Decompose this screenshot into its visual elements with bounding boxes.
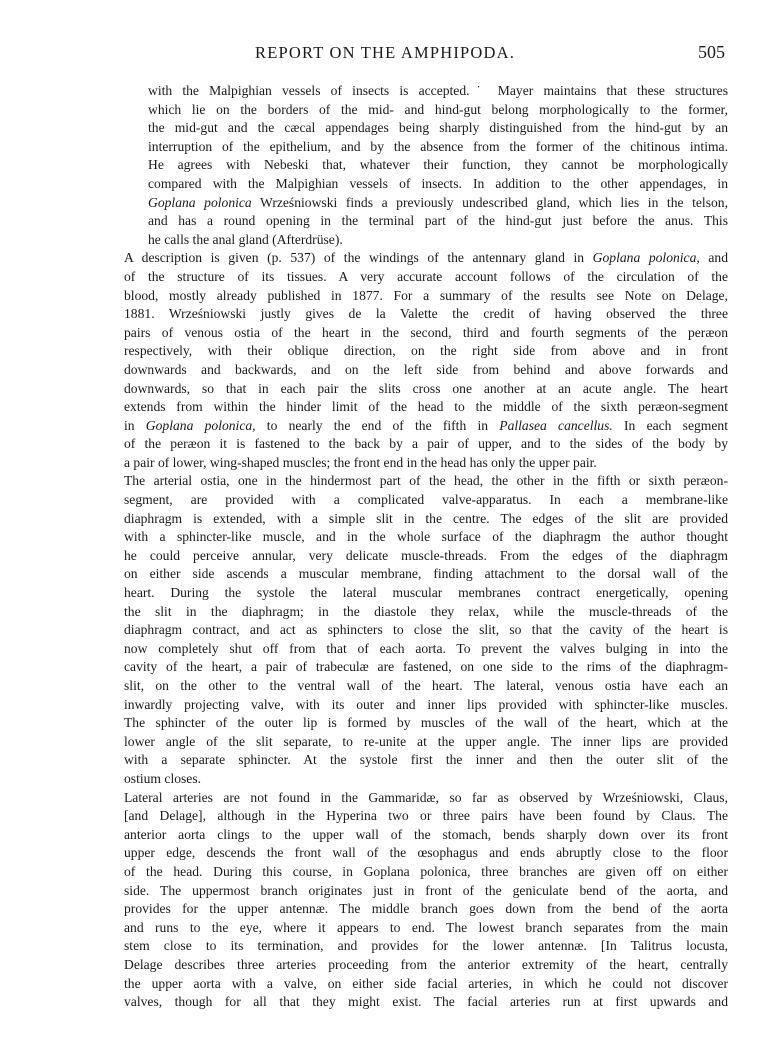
text-line: respectively, with their oblique direction, on the right side from above and in front — [124, 343, 728, 359]
text-line — [124, 249, 729, 268]
text-line — [124, 417, 728, 436]
text-line: diaphragm contract, and act as sphincters to close the slit, so that the cavity of the heart is — [124, 622, 728, 638]
text-line: which lie on the borders of the mid- and hind-gut belong morphologically to the former, — [148, 101, 728, 117]
text-line: slit, on the other to the ventral wall of the heart. The lateral, venous ostia have each an — [124, 678, 728, 693]
text-line — [148, 194, 728, 213]
text-run: A description is given (p. 537) of the windings of the antennary gland in — [124, 250, 593, 266]
text-line: the mid-gut and the cæcal appendages being sharply distinguished from the hind-gut by an — [148, 120, 728, 136]
text-line: compared with the Malpighian vessels of insects. In addition to the other appendages, in — [148, 175, 728, 191]
text-line: side. The uppermost branch originates just in front of the geniculate bend of the aorta, and — [124, 882, 728, 898]
species-name: Goplana polonica, — [145, 417, 256, 433]
species-name: Goplana polonica — [148, 194, 252, 210]
text-line: heart. During the systole the lateral muscular membranes contract energetically, opening — [124, 585, 728, 601]
text-run: Wrześniowski finds a previously undescribed gland, which lies in the telson, — [251, 194, 728, 210]
text-line: pairs of venous ostia of the heart in the second, third and fourth segments of the peræon — [124, 324, 728, 340]
paragraph-antennary-gland — [124, 249, 728, 472]
text-run: in — [124, 417, 146, 433]
text-line: with the Malpighian vessels of insects is accepted.˙ Mayer maintains that these structures — [148, 83, 728, 98]
text-line: the slit in the diaphragm; in the diastole they relax, while the muscle-threads of the — [124, 603, 728, 619]
text-line: Lateral arteries are not found in the Gammaridæ, so far as observed by Wrześniowski, Claus, — [124, 789, 728, 805]
page-number: 505 — [698, 42, 725, 62]
text-line: of the head. During this course, in Goplana polonica, three branches are given off on either — [124, 863, 728, 879]
paragraph-arterial-ostia — [124, 472, 728, 788]
text-line: and has a round opening in the terminal part of the hind-gut just before the anus. This — [148, 213, 728, 229]
text-line: valves, though for all that they might exist. The facial arteries run at first upwards and — [124, 994, 728, 1010]
text-line: on either side ascends a muscular membrane, finding attachment to the dorsal wall of the — [124, 566, 728, 582]
text-line: segment, are provided with a complicated valve-apparatus. In each a membrane-like — [124, 492, 728, 508]
text-line: [and Delage], although in the Hyperina two or three pairs have been found by Claus. The — [124, 808, 728, 824]
paragraph-continuation — [124, 82, 728, 249]
text-line: lower angle of the slit separate, to re-unite at the upper angle. The inner lips are provided — [124, 733, 728, 749]
text-line: with a sphincter-like muscle, and in the whole surface of the diaphragm the author thought — [124, 529, 728, 545]
text-line: now completely shut off from that of each aorta. To prevent the valves bulging in into the — [124, 640, 728, 656]
text-line: a pair of lower, wing-shaped muscles; the front end in the head has only the upper pair. — [124, 454, 597, 470]
text-line: ostium closes. — [124, 770, 202, 786]
text-line: the upper aorta with a valve, on either side facial arteries, in which he could not discover — [124, 975, 728, 991]
text-line: with a separate sphincter. At the systole first the inner and then the outer slit of the — [124, 752, 728, 768]
running-head — [0, 43, 776, 65]
text-line: 1881. Wrześniowski justly gives de la Valette the credit of having observed the three — [124, 306, 728, 322]
text-line: The arterial ostia, one in the hindermost part of the head, the other in the fifth or sixth peræon- — [124, 473, 728, 489]
text-line: anterior aorta clings to the upper wall of the stomach, bends sharply down over its front — [124, 826, 728, 842]
text-line: interruption of the epithelium, and by the absence from the former of the chitinous intima. — [148, 138, 728, 154]
text-run: and — [699, 250, 729, 266]
text-line: provides for the upper antennæ. The middle branch goes down from the bend of the aorta — [124, 901, 728, 917]
text-run: to nearly the end of the fifth in — [255, 417, 500, 433]
text-line: and runs to the eye, where it appears to end. The lowest branch separates from the main — [124, 919, 728, 935]
text-line: stem close to its termination, and provides for the lower antennæ. [In Talitrus locusta, — [124, 938, 728, 954]
text-line: downwards, so that in each pair the slits cross one another at an acute angle. The heart — [124, 380, 728, 396]
text-line: of the structure of its tissues. A very accurate account follows of the circulation of the — [124, 268, 728, 284]
text-line: inwardly projecting valve, with its outer and inner lips provided with sphincter-like muscles. — [124, 696, 728, 712]
text-line: diaphragm is extended, with a simple slit in the centre. The edges of the slit are provided — [124, 510, 728, 526]
text-line: blood, mostly already published in 1877. For a summary of the results see Note on Delage, — [124, 287, 728, 303]
body-text — [124, 82, 728, 1012]
text-line: he calls the anal gland (Afterdrüse). — [148, 231, 343, 247]
text-line: He agrees with Nebeski that, whatever their function, they cannot be morphologically — [148, 157, 728, 173]
species-name: Goplana polonica, — [592, 250, 700, 266]
text-line: Delage describes three arteries proceeding from the anterior extremity of the heart, centrally — [124, 956, 728, 972]
text-run: In each segment — [612, 417, 728, 433]
text-line: cavity of the heart, a pair of trabeculæ are fastened, on one side to the rims of the diaphragm- — [124, 659, 728, 675]
text-line: he could perceive annular, very delicate muscle-threads. From the edges of the diaphragm — [124, 547, 728, 563]
species-name: Pallasea cancellus. — [499, 417, 613, 433]
text-line: extends from within the hinder limit of the head to the middle of the sixth peræon-segment — [124, 399, 728, 415]
text-line: of the peræon it is fastened to the back by a pair of upper, and to the sides of the body by — [124, 436, 728, 452]
text-line: The sphincter of the outer lip is formed by muscles of the wall of the heart, which at the — [124, 715, 728, 731]
running-title: REPORT ON THE AMPHIPODA. — [255, 43, 516, 62]
paragraph-lateral-arteries — [124, 789, 728, 1012]
text-line: downwards and backwards, and on the left side from behind and above forwards and — [124, 361, 728, 377]
text-line: upper edge, descends the front wall of the œsophagus and ends abruptly close to the floor — [124, 845, 728, 861]
